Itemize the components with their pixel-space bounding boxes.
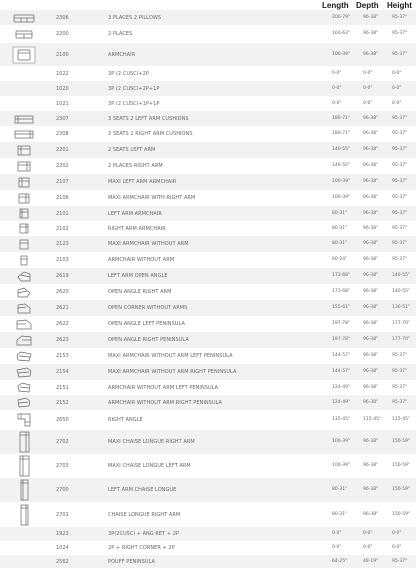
- product-code: 2101: [56, 211, 69, 217]
- height-value: 95-37": [392, 52, 408, 57]
- depth-value: 0-0": [363, 101, 373, 106]
- height-value: 115-45": [392, 417, 411, 422]
- product-code: 2106: [56, 195, 69, 201]
- table-row: [0, 555, 416, 568]
- thumbnail-empty: [6, 528, 42, 540]
- product-description: ARMCHAIR WITHOUT ARM LEFT PENINSULA: [108, 385, 219, 391]
- height-value: 130-51": [392, 305, 411, 310]
- table-row: [0, 252, 416, 268]
- table-row: [0, 142, 416, 158]
- length-value: 60-24": [332, 257, 348, 262]
- length-value: 64-25": [332, 559, 348, 564]
- thumbnail-empty: [6, 97, 42, 110]
- length-value: 124-49": [332, 400, 351, 405]
- table-row: [0, 174, 416, 190]
- open-angle-left-peninsula-icon: [6, 317, 42, 331]
- product-description: 3 SEATS 2 RIGHT ARM CUSHIONS: [108, 131, 193, 137]
- height-value: 95-37": [392, 15, 408, 20]
- length-value: 100-39": [332, 439, 351, 444]
- product-code: 2622: [56, 321, 69, 327]
- product-code: 2650: [56, 417, 69, 423]
- product-code: 2562: [56, 559, 69, 565]
- depth-value: 96-38": [363, 52, 379, 57]
- depth-value: 96-38": [363, 179, 379, 184]
- product-description: MAXI CHAISE LONGUE LEFT ARM: [108, 463, 191, 469]
- product-code: 2620: [56, 289, 69, 295]
- right-angle-icon: [6, 411, 42, 429]
- height-value: 140-55": [392, 289, 411, 294]
- depth-value: 96-38": [363, 321, 379, 326]
- table-row: [0, 364, 416, 380]
- maxi-left-arm-armchair-icon: [6, 175, 42, 189]
- table-row: [0, 395, 416, 410]
- length-value: 0-0": [332, 71, 342, 76]
- depth-value: 96-38": [363, 195, 379, 200]
- height-value: 140-55": [392, 273, 411, 278]
- product-code: 2700: [56, 487, 69, 493]
- height-value: 177-70": [392, 337, 411, 342]
- table-row: [0, 268, 416, 284]
- length-value: 80-31": [332, 226, 348, 231]
- length-value: 200-79": [332, 15, 351, 20]
- height-value: 150-59": [392, 512, 411, 517]
- table-row: [0, 300, 416, 316]
- sofa-2-seat-left-arm-icon: [6, 143, 42, 157]
- height-value: 95-37": [392, 241, 408, 246]
- armchair-right-peninsula-icon: [6, 396, 42, 409]
- length-value: 80-31": [332, 241, 348, 246]
- product-code: 2153: [56, 353, 69, 359]
- product-code: 2201: [56, 147, 69, 153]
- height-value: 95-37": [392, 195, 408, 200]
- product-description: CHAISE LONGUE RIGHT ARM: [108, 512, 181, 518]
- depth-value: 96-38": [363, 147, 379, 152]
- length-value: 80-31": [332, 211, 348, 216]
- table-row: [0, 81, 416, 96]
- product-description: 2P + RIGHT CORNER + 2P: [108, 545, 175, 551]
- depth-value: 0-0": [363, 86, 373, 91]
- height-value: 0-0": [392, 101, 402, 106]
- sofa-3-seat-right-arm-icon: [6, 127, 42, 141]
- table-row: [0, 10, 416, 25]
- table-body: [0, 10, 416, 568]
- product-description: ARMCHAIR WITHOUT ARM: [108, 257, 175, 263]
- depth-value: 96-38": [363, 463, 379, 468]
- table-row: [0, 66, 416, 81]
- depth-value: 96-38": [363, 305, 379, 310]
- table-row: [0, 380, 416, 395]
- table-row: [0, 284, 416, 300]
- height-value: 95-37": [392, 353, 408, 358]
- length-value: 115-45": [332, 417, 351, 422]
- length-value: 144-57": [332, 369, 351, 374]
- depth-value: 96-38": [363, 226, 379, 231]
- depth-value: 96-38": [363, 15, 379, 20]
- thumbnail-empty: [6, 542, 42, 554]
- product-description: 3P(2CUSCI + ANG RET + 2P: [108, 531, 180, 537]
- depth-value: 96-38": [363, 353, 379, 358]
- product-code: 2100: [56, 52, 69, 58]
- sofa-2-seat-icon: [6, 26, 42, 42]
- table-row: [0, 96, 416, 111]
- table-row: [0, 111, 416, 126]
- product-description: 2 SEATS LEFT ARM: [108, 147, 156, 153]
- sofa-3-seat-icon: [6, 11, 42, 24]
- length-value: 160-63": [332, 31, 351, 36]
- length-value: 0-0": [332, 86, 342, 91]
- height-value: 95-37": [392, 559, 408, 564]
- height-value: 95-37": [392, 211, 408, 216]
- height-value: 0-0": [392, 531, 402, 536]
- table-row: [0, 348, 416, 364]
- height-value: 95-37": [392, 257, 408, 262]
- depth-value: 96-38": [363, 31, 379, 36]
- product-code: 1024: [56, 545, 69, 551]
- depth-value: 96-38": [363, 211, 379, 216]
- product-description: 2 PLACES: [108, 31, 133, 37]
- depth-value: 96-38": [363, 116, 379, 121]
- product-code: 2200: [56, 31, 69, 37]
- chaise-longue-right-arm-icon: [6, 503, 42, 526]
- depth-value: 96-38": [363, 487, 379, 492]
- product-code: 1021: [56, 101, 69, 107]
- depth-value: 96-38": [363, 241, 379, 246]
- depth-value: 96-38": [363, 131, 379, 136]
- height-value: 150-59": [392, 439, 411, 444]
- product-description: 3P (2 CUSCI+2P: [108, 71, 149, 77]
- product-code: 2619: [56, 273, 69, 279]
- height-value: 150-59": [392, 487, 411, 492]
- product-code: 2702: [56, 439, 69, 445]
- depth-value: 48-19": [363, 559, 379, 564]
- table-row: [0, 158, 416, 174]
- depth-value: 0-0": [363, 545, 373, 550]
- thumbnail-empty: [6, 67, 42, 80]
- table-row: [0, 541, 416, 555]
- length-header: Length: [322, 1, 349, 10]
- product-code: 2107: [56, 179, 69, 185]
- open-corner-no-arms-icon: [6, 301, 42, 315]
- product-code: 1923: [56, 531, 69, 537]
- product-description: RIGHT ARM ARMCHAIR: [108, 226, 166, 232]
- length-value: 155-61": [332, 305, 351, 310]
- depth-value: 96-38": [363, 289, 379, 294]
- height-value: 95-37": [392, 163, 408, 168]
- table-row: [0, 221, 416, 236]
- length-value: 144-57": [332, 353, 351, 358]
- maxi-armchair-left-peninsula-icon: [6, 349, 42, 363]
- depth-value: 96-38": [363, 337, 379, 342]
- product-description: OPEN ANGLE LEFT PENINSULA: [108, 321, 185, 327]
- height-value: 0-0": [392, 86, 402, 91]
- maxi-armchair-right-arm-icon: [6, 191, 42, 205]
- depth-value: 96-38": [363, 512, 379, 517]
- left-arm-open-angle-icon: [6, 269, 42, 283]
- open-angle-right-arm-icon: [6, 285, 42, 299]
- depth-value: 96-38": [363, 369, 379, 374]
- table-row: [0, 332, 416, 348]
- depth-value: 0-0": [363, 531, 373, 536]
- left-arm-chaise-longue-icon: [6, 479, 42, 501]
- product-code: 2154: [56, 369, 69, 375]
- depth-value: 96-38": [363, 385, 379, 390]
- depth-value: 96-38": [363, 257, 379, 262]
- height-value: 95-37": [392, 400, 408, 405]
- product-code: 2103: [56, 257, 69, 263]
- product-description: MAXI ARMCHAIR WITH RIGHT ARM: [108, 195, 196, 201]
- maxi-armchair-right-peninsula-icon: [6, 365, 42, 379]
- height-value: 177-70": [392, 321, 411, 326]
- product-description: MAXI ARMCHAIR WITHOUT ARM LEFT PENINSULA: [108, 353, 233, 359]
- left-arm-armchair-icon: [6, 207, 42, 220]
- product-code: 2703: [56, 463, 69, 469]
- length-value: 80-31": [332, 512, 348, 517]
- depth-value: 115-45": [363, 417, 382, 422]
- thumbnail-empty: [6, 82, 42, 95]
- depth-header: Depth: [356, 1, 379, 10]
- table-row: [0, 190, 416, 206]
- length-value: 197-78": [332, 321, 351, 326]
- product-code: 2308: [56, 131, 69, 137]
- height-value: 95-37": [392, 179, 408, 184]
- product-code: 2151: [56, 385, 69, 391]
- length-value: 140-55": [332, 147, 351, 152]
- product-description: MAXI CHAISE LONGUE RIGHT ARM: [108, 439, 195, 445]
- product-description: MAXI ARMCHAIR WITHOUT ARM RIGHT PENINSULA: [108, 369, 237, 375]
- height-value: 95-37": [392, 369, 408, 374]
- height-value: 95-37": [392, 385, 408, 390]
- sofa-2-seat-right-arm-icon: [6, 159, 42, 173]
- length-value: 140-55": [332, 163, 351, 168]
- table-header: [0, 0, 416, 10]
- product-description: OPEN CORNER WITHOUT ARMS: [108, 305, 188, 311]
- length-value: 180-71": [332, 131, 351, 136]
- height-value: 0-0": [392, 71, 402, 76]
- length-value: 100-39": [332, 195, 351, 200]
- product-code: 2621: [56, 305, 69, 311]
- product-description: LEFT ARM CHAISE LONGUE: [108, 487, 177, 493]
- product-description: 3 PLACES 2 PILLOWS: [108, 15, 162, 21]
- product-description: OPEN ANGLE RIGHT ARM: [108, 289, 172, 295]
- length-value: 0-0": [332, 545, 342, 550]
- height-value: 95-37": [392, 116, 408, 121]
- product-description: 3P (2 CUSCI+2P+1P: [108, 86, 160, 92]
- table-row: [0, 236, 416, 252]
- height-value: 95-37": [392, 31, 408, 36]
- product-description: POUFF PENINSULA: [108, 559, 155, 565]
- table-row: [0, 316, 416, 332]
- length-value: 100-39": [332, 52, 351, 57]
- armchair-no-arm-icon: [6, 253, 42, 267]
- right-arm-armchair-icon: [6, 222, 42, 235]
- product-description: LEFT ARM OPEN ANGLE: [108, 273, 168, 279]
- length-value: 124-49": [332, 385, 351, 390]
- maxi-armchair-no-arm-icon: [6, 237, 42, 251]
- height-value: 95-37": [392, 226, 408, 231]
- product-description: ARMCHAIR: [108, 52, 136, 58]
- product-code: 1020: [56, 86, 69, 92]
- product-description: 3P (2 CUSCI+1P+1P: [108, 101, 160, 107]
- armchair-icon: [6, 44, 42, 65]
- length-value: 0-0": [332, 101, 342, 106]
- table-row: [0, 206, 416, 221]
- open-angle-right-peninsula-icon: [6, 333, 42, 347]
- table-row: [0, 126, 416, 142]
- table-row: [0, 502, 416, 527]
- depth-value: 96-38": [363, 273, 379, 278]
- product-description: RIGHT ANGLE: [108, 417, 143, 423]
- length-value: 180-71": [332, 116, 351, 121]
- product-code: 2123: [56, 241, 69, 247]
- product-description: OPEN ANGLE RIGHT PENINSULA: [108, 337, 189, 343]
- height-header: Height: [387, 1, 412, 10]
- product-code: 2306: [56, 15, 69, 21]
- product-code: 2202: [56, 163, 69, 169]
- maxi-chaise-longue-left-arm-icon: [6, 455, 42, 477]
- product-code: 2701: [56, 512, 69, 518]
- product-code: 2102: [56, 226, 69, 232]
- table-row: [0, 454, 416, 478]
- product-description: MAXI LEFT ARM ARMCHAIR: [108, 179, 177, 185]
- table-row: [0, 527, 416, 541]
- length-value: 197-78": [332, 337, 351, 342]
- armchair-left-peninsula-icon: [6, 381, 42, 394]
- length-value: 173-68": [332, 273, 351, 278]
- product-code: 1022: [56, 71, 69, 77]
- product-description: LEFT ARM ARMCHAIR: [108, 211, 162, 217]
- table-row: [0, 410, 416, 430]
- length-value: 100-39": [332, 179, 351, 184]
- length-value: 173-68": [332, 289, 351, 294]
- product-code: 2152: [56, 400, 69, 406]
- table-row: [0, 430, 416, 454]
- length-value: 80-31": [332, 487, 348, 492]
- thumbnail-empty: [6, 556, 42, 567]
- height-value: 95-37": [392, 131, 408, 136]
- height-value: 95-37": [392, 147, 408, 152]
- depth-value: 96-38": [363, 439, 379, 444]
- product-description: 2 PLACES RIGHT ARM: [108, 163, 163, 169]
- depth-value: 96-38": [363, 163, 379, 168]
- sofa-3-seat-left-arm-icon: [6, 112, 42, 125]
- product-description: MAXI ARMCHAIR WITHOUT ARM: [108, 241, 189, 247]
- table-row: [0, 25, 416, 43]
- table-row: [0, 478, 416, 502]
- product-description: 3 SEATS 2 LEFT ARM CUSHIONS: [108, 116, 189, 122]
- table-row: [0, 43, 416, 66]
- product-description: ARMCHAIR WITHOUT ARM RIGHT PENINSULA: [108, 400, 222, 406]
- length-value: 100-39": [332, 463, 351, 468]
- height-value: 150-59": [392, 463, 411, 468]
- product-code: 2307: [56, 116, 69, 122]
- depth-value: 0-0": [363, 71, 373, 76]
- product-code: 2623: [56, 337, 69, 343]
- depth-value: 96-38": [363, 400, 379, 405]
- height-value: 0-0": [392, 545, 402, 550]
- maxi-chaise-longue-right-arm-icon: [6, 431, 42, 453]
- length-value: 0-0": [332, 531, 342, 536]
